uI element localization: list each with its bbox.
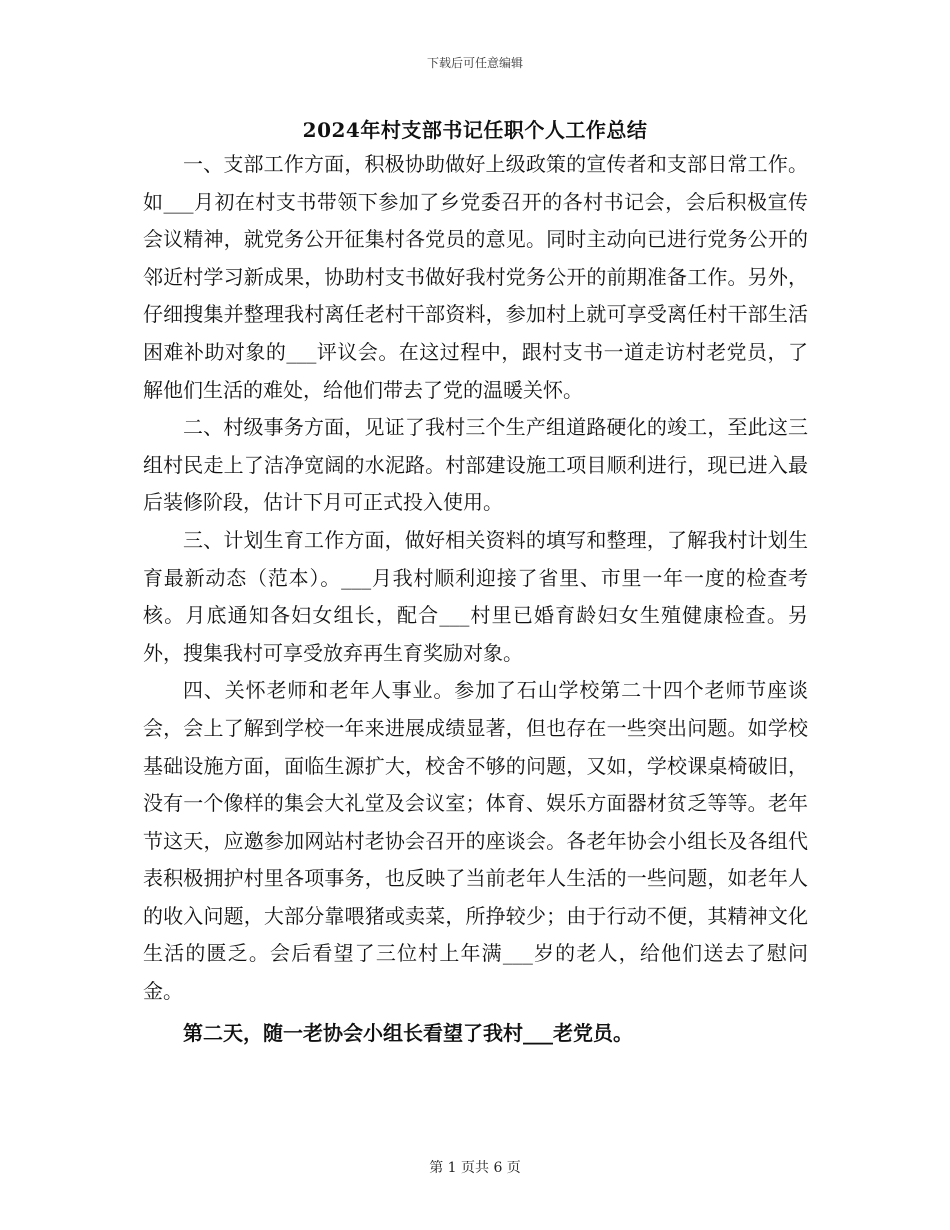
paragraph-village-affairs: 二、村级事务方面，见证了我村三个生产组道路硬化的竣工，至此这三组村民走上了洁净宽阔的水泥路。村部建设施工项目顺利进行，现已进入最后装修阶段，估计下月可正式投入使用。 bbox=[143, 415, 808, 515]
header-edit-note: 下载后可任意编辑 bbox=[426, 56, 523, 70]
document-title: 2024年村支部书记任职个人工作总结 bbox=[302, 118, 648, 142]
page-number-footer: 第 1 页共 6 页 bbox=[429, 1160, 521, 1176]
document-body bbox=[143, 146, 808, 1052]
paragraph-next-day: 第二天，随一老协会小组长看望了我村___老党员。 bbox=[183, 1020, 633, 1045]
paragraph-branch-work: 一、支部工作方面，积极协助做好上级政策的宣传者和支部日常工作。如___月初在村支书带领下参加了乡党委召开的各村书记会，会后积极宣传会议精神，就党务公开征集村各党员的意见。同时主动向已进行党务公开的邻近村学习新成果，协助村支书做好我村党务公开的前期准备工作。另外，仔细搜集并整理我村离任老村干部资料，参加村上就可享受离任村干部生活困难补助对象的___评议会。在这过程中，跟村支书一道走访村老党员，了解他们生活的难处，给他们带去了党的温暖关怀。 bbox=[143, 152, 808, 402]
paragraph-teachers-elderly: 四、关怀老师和老年人事业。参加了石山学校第二十四个老师节座谈会，会上了解到学校一年来进展成绩显著，但也存在一些突出问题。如学校基础设施方面，面临生源扩大，校舍不够的问题，又如，学校课桌椅破旧，没有一个像样的集会大礼堂及会议室；体育、娱乐方面器材贫乏等等。老年节这天，应邀参加网站村老协会召开的座谈会。各老年协会小组长及各组代表积极拥护村里各项事务，也反映了当前老年人生活的一些问题，如老年人的收入问题，大部分靠喂猪或卖菜，所挣较少；由于行动不便，其精神文化生活的匮乏。会后看望了三位村上年满___岁的老人，给他们送去了慰问金。 bbox=[143, 678, 808, 1004]
paragraph-family-planning: 三、计划生育工作方面，做好相关资料的填写和整理，了解我村计划生育最新动态（范本）。___月我村顺利迎接了省里、市里一年一度的检查考核。月底通知各妇女组长，配合___村里已婚育龄妇女生殖健康检查。另外，搜集我村可享受放弃再生育奖励对象。 bbox=[143, 527, 808, 665]
